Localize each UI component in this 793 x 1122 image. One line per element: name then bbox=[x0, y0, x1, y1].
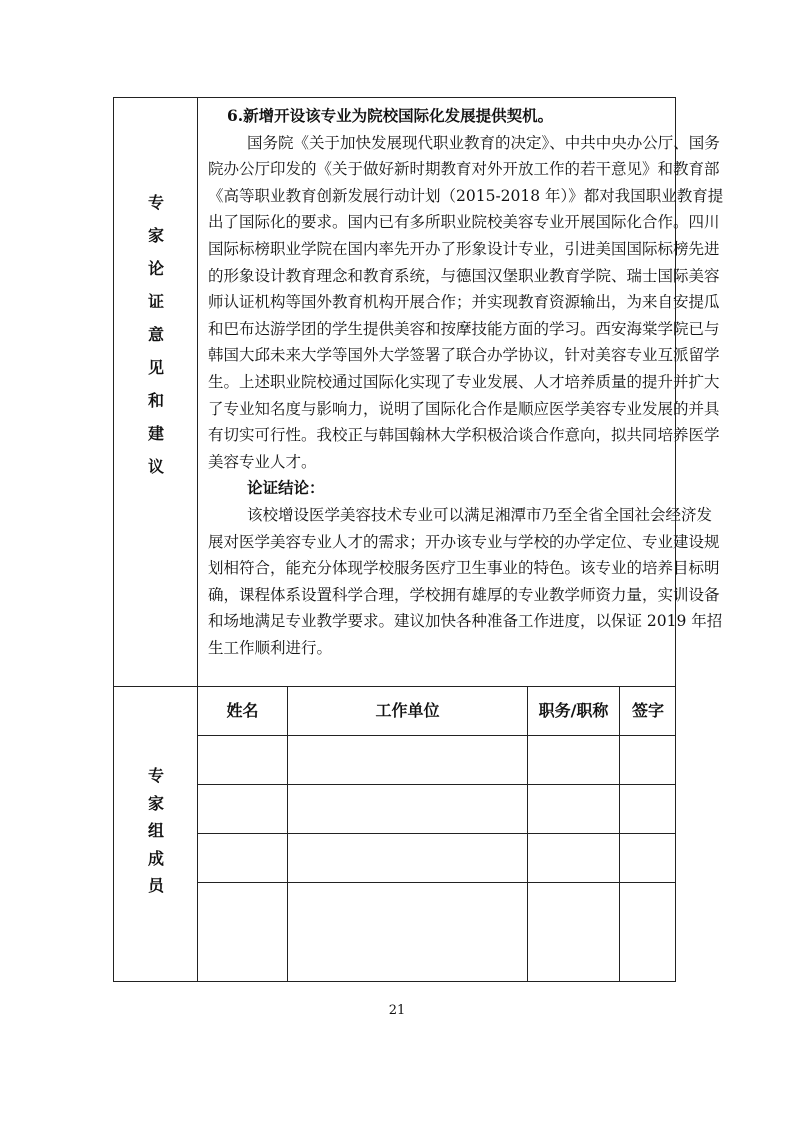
label-char: 意 bbox=[147, 325, 164, 344]
member-cell[interactable] bbox=[528, 834, 619, 882]
text-line: 该校增设医学美容技术专业可以满足湘潭市乃至全省全国社会经济发 bbox=[247, 505, 713, 524]
member-cell[interactable] bbox=[620, 736, 676, 784]
member-cell[interactable] bbox=[528, 785, 619, 833]
text-line: 生工作顺利进行。 bbox=[208, 638, 333, 657]
member-cell[interactable] bbox=[198, 883, 287, 931]
text-line: 师认证机构等国外教育机构开展合作；并实现教育资源输出，为来自安提瓜 bbox=[208, 293, 720, 312]
label-char: 家 bbox=[147, 226, 164, 245]
label-char: 专 bbox=[147, 766, 164, 785]
text-line: 院办公厅印发的《关于做好新时期教育对外开放工作的若干意见》和教育部 bbox=[208, 160, 720, 179]
label-char: 专 bbox=[147, 193, 164, 212]
label-char: 员 bbox=[147, 876, 164, 895]
member-cell[interactable] bbox=[528, 883, 619, 931]
member-cell[interactable] bbox=[620, 932, 676, 980]
label-char: 证 bbox=[147, 292, 164, 311]
text-line: 《高等职业教育创新发展行动计划（2015-2018 年）》都对我国职业教育提 bbox=[208, 186, 724, 205]
member-cell[interactable] bbox=[288, 883, 527, 931]
member-cell[interactable] bbox=[288, 834, 527, 882]
label-char: 论 bbox=[147, 259, 164, 278]
section-heading: 6.新增开设该专业为院校国际化发展提供契机。 bbox=[227, 106, 554, 125]
header-signature: 签字 bbox=[631, 701, 664, 720]
label-char: 和 bbox=[147, 391, 164, 410]
member-cell[interactable] bbox=[528, 736, 619, 784]
member-cell[interactable] bbox=[528, 932, 619, 980]
text-line: 和场地满足专业教学要求。建议加快各种准备工作进度，以保证 2019 年招 bbox=[208, 612, 723, 631]
text-line: 展对医学美容专业人才的需求；开办该专业与学校的办学定位、专业建设规 bbox=[208, 532, 720, 551]
expert-opinion-table bbox=[113, 97, 724, 982]
member-cell[interactable] bbox=[198, 736, 287, 784]
label-char: 见 bbox=[147, 358, 164, 377]
text-line: 国际标榜职业学院在国内率先开办了形象设计专业，引进美国国际标榜先进 bbox=[208, 239, 720, 258]
expert-opinion-label bbox=[114, 186, 198, 483]
conclusion-heading: 论证结论： bbox=[247, 478, 325, 498]
text-line: 生。上述职业院校通过国际化实现了专业发展、人才培养质量的提升并扩大 bbox=[208, 372, 720, 391]
label-char: 议 bbox=[147, 457, 164, 476]
member-cell[interactable] bbox=[620, 834, 676, 882]
header-position-title: 职务/职称 bbox=[538, 701, 609, 720]
opinion-content bbox=[208, 103, 724, 661]
text-line: 的形象设计教育理念和教育系统，与德国汉堡职业教育学院、瑞士国际美容 bbox=[208, 266, 720, 285]
member-cell[interactable] bbox=[288, 736, 527, 784]
page-number: 21 bbox=[388, 1003, 406, 1018]
label-char: 成 bbox=[147, 848, 164, 868]
member-cell[interactable] bbox=[620, 883, 676, 931]
member-cell[interactable] bbox=[198, 834, 287, 882]
text-line: 韩国大邱未来大学等国外大学签署了联合办学协议，针对美容专业互派留学 bbox=[208, 346, 720, 365]
text-line: 国务院《关于加快发展现代职业教育的决定》、中共中央办公厅、国务 bbox=[247, 133, 720, 152]
member-cell[interactable] bbox=[288, 932, 527, 980]
text-line: 美容专业人才。 bbox=[208, 452, 317, 471]
label-char: 组 bbox=[147, 821, 164, 840]
label-char: 家 bbox=[147, 793, 164, 813]
text-line: 了专业知名度与影响力，说明了国际化合作是顺应医学美容专业发展的并具 bbox=[208, 399, 720, 418]
member-cell[interactable] bbox=[620, 785, 676, 833]
member-cell[interactable] bbox=[288, 785, 527, 833]
header-name: 姓名 bbox=[226, 701, 259, 720]
header-work-unit: 工作单位 bbox=[375, 701, 440, 720]
text-line: 出了国际化的要求。国内已有多所职业院校美容专业开展国际化合作。四川 bbox=[208, 213, 720, 232]
member-cell[interactable] bbox=[198, 932, 287, 980]
label-char: 建 bbox=[147, 424, 164, 443]
text-line: 划相符合，能充分体现学校服务医疗卫生事业的特色。该专业的培养目标明 bbox=[208, 559, 720, 578]
text-line: 有切实可行性。我校正与韩国翰林大学积极洽谈合作意向，拟共同培养医学 bbox=[208, 426, 720, 445]
text-line: 和巴布达游学团的学生提供美容和按摩技能方面的学习。西安海棠学院已与 bbox=[208, 319, 720, 338]
expert-members-label bbox=[114, 762, 198, 900]
text-line: 确，课程体系设置科学合理，学校拥有雄厚的专业教学师资力量，实训设备 bbox=[208, 585, 720, 604]
member-cell[interactable] bbox=[198, 785, 287, 833]
